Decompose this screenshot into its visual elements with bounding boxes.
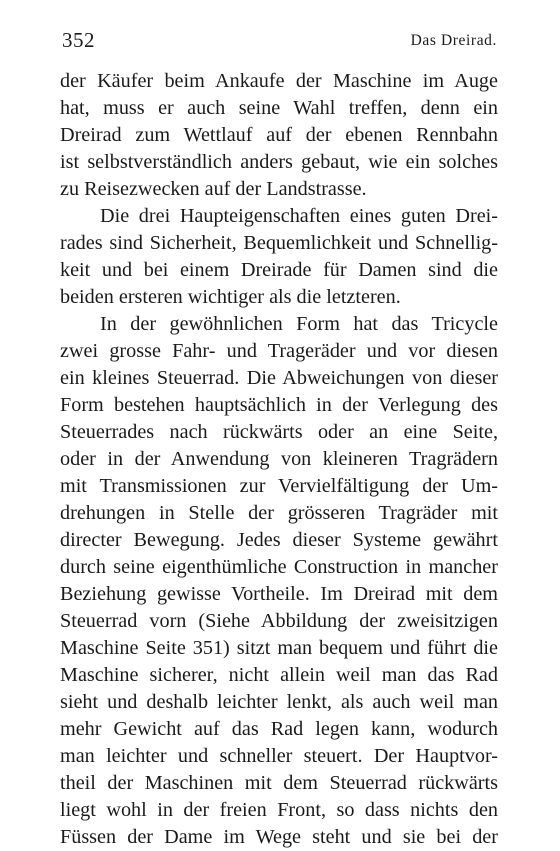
text-line: theil der Maschinen mit dem Steuerrad rückwärts <box>60 772 498 794</box>
text-line: oder in der Anwendung von kleineren Tragrädern <box>60 448 498 470</box>
text-line: Form bestehen hauptsächlich in der Verlegung des <box>60 394 498 416</box>
text-line: zu Reisezwecken auf der Landstrasse. <box>60 178 367 200</box>
text-line: ein kleines Steuerrad. Die Abweichungen von dieser <box>60 367 498 389</box>
text-line: hat, muss er auch seine Wahl treffen, denn ein <box>60 97 498 119</box>
body-text <box>60 68 498 851</box>
text-line: mehr Gewicht auf das Rad legen kann, wodurch <box>60 718 498 740</box>
text-line: sieht und deshalb leichter lenkt, als auch weil man <box>60 691 498 713</box>
text-line: drehungen in Stelle der grösseren Tragräder mit <box>60 502 498 524</box>
text-line: man leichter und schneller steuert. Der Hauptvor- <box>60 745 498 767</box>
text-line: directer Bewegung. Jedes dieser Systeme gewährt <box>60 529 498 551</box>
text-line: der Käufer beim Ankaufe der Maschine im Auge <box>60 70 498 92</box>
text-line: Dreirad zum Wettlauf auf der ebenen Rennbahn <box>60 124 498 146</box>
text-line: mit Transmissionen zur Vervielfältigung der Um- <box>60 475 498 497</box>
page-number: 352 <box>62 28 95 52</box>
text-line: Beziehung gewisse Vortheile. Im Dreirad mit dem <box>60 583 498 605</box>
text-line: rades sind Sicherheit, Bequemlichkeit und Schnellig- <box>60 232 498 254</box>
text-line: Die drei Haupteigenschaften eines guten Drei- <box>100 205 498 227</box>
text-line: Steuerrad vorn (Siehe Abbildung der zweisitzigen <box>60 610 498 632</box>
text-line: zwei grosse Fahr- und Trageräder und vor diesen <box>60 340 498 362</box>
text-line: Maschine Seite 351) sitzt man bequem und führt die <box>60 637 498 659</box>
text-line: ist selbstverständlich anders gebaut, wie ein solches <box>60 151 498 173</box>
text-line: Steuerrades nach rückwärts oder an eine Seite, <box>60 421 498 443</box>
text-line: beiden ersteren wichtiger als die letzteren. <box>60 286 401 308</box>
text-line: durch seine eigenthümliche Construction in mancher <box>60 556 498 578</box>
text-line: Füssen der Dame im Wege steht und sie bei der <box>60 826 498 848</box>
text-line: keit und bei einem Dreirade für Damen sind die <box>60 259 498 281</box>
running-head: Das Dreirad. <box>410 32 497 49</box>
text-line: liegt wohl in der freien Front, so dass nichts den <box>60 799 498 821</box>
text-line: In der gewöhnlichen Form hat das Tricycle <box>100 313 498 335</box>
page-header <box>62 28 497 52</box>
text-line: Maschine sicherer, nicht allein weil man das Rad <box>60 664 498 686</box>
